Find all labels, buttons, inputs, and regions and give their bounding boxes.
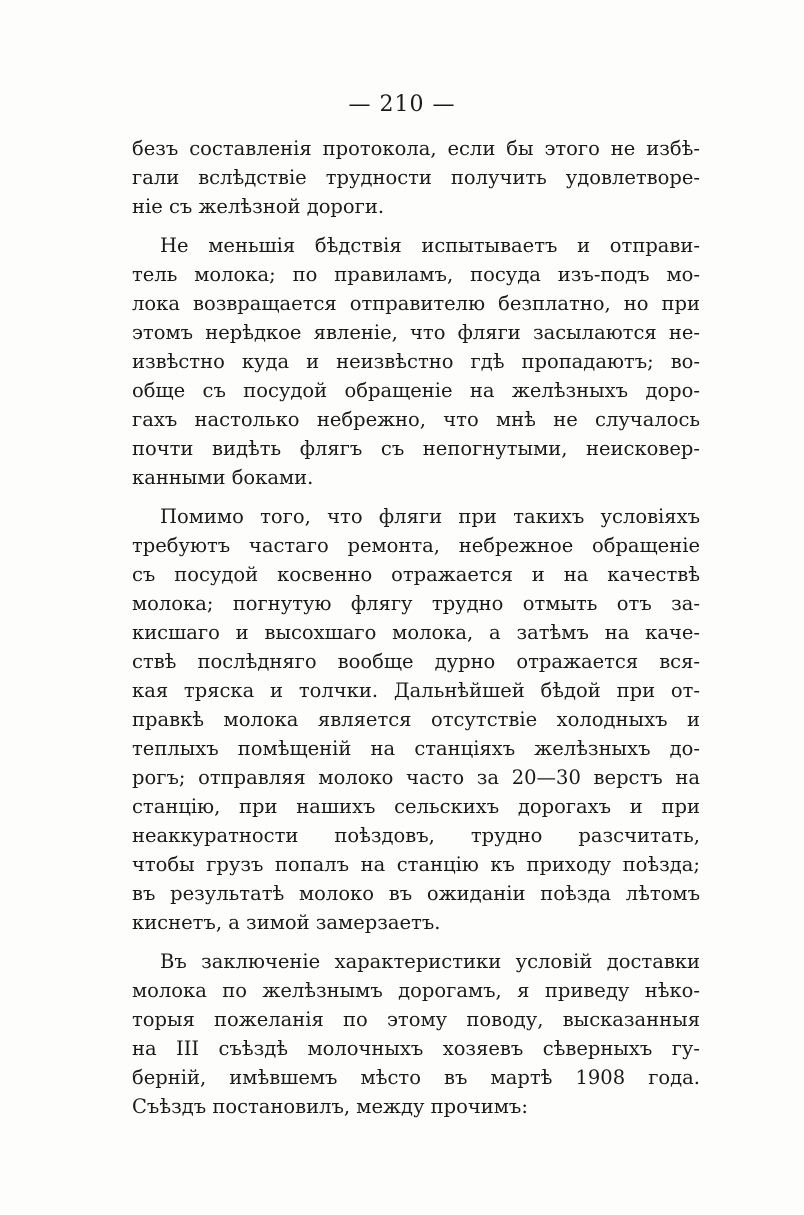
text-line: торыя пожеланія по этому поводу, высказанныя [132, 1008, 700, 1031]
paragraph-1 [132, 134, 700, 221]
text-line: Помимо того, что фляги при такихъ условіяхъ [160, 505, 700, 528]
text-line: рогъ; отправляя молоко часто за 20—30 верстъ на [132, 766, 700, 789]
text-line: гахъ настолько небрежно, что мнѣ не случалось [132, 408, 700, 431]
text-line: молока; погнутую флягу трудно отмыть отъ за- [132, 592, 700, 615]
text-line: съ посудой косвенно отражается и на качествѣ [132, 563, 700, 586]
text-line: кая тряска и толчки. Дальнѣйшей бѣдой при от- [132, 679, 700, 702]
text-line: киснетъ, а зимой замерзаетъ. [132, 911, 441, 934]
body-text [132, 134, 700, 1131]
text-line: берній, имѣвшемъ мѣсто въ мартѣ 1908 года. [132, 1066, 700, 1089]
text-line: лока возвращается отправителю безплатно, но при [132, 292, 700, 315]
text-line: канными боками. [132, 466, 314, 489]
paragraph-2 [132, 231, 700, 492]
text-line: Не меньшія бѣдствія испытываетъ и отправи- [160, 234, 700, 257]
text-line: Въ заключеніе характеристики условій доставки [160, 950, 700, 973]
text-line: ніе съ желѣзной дороги. [132, 195, 385, 218]
text-line: требуютъ частаго ремонта, небрежное обращеніе [132, 534, 700, 557]
text-line: неаккуратности поѣздовъ, трудно разсчитать, [132, 824, 700, 847]
text-line: обще съ посудой обращеніе на желѣзныхъ доро- [132, 379, 700, 402]
text-line: чтобы грузъ попалъ на станцію къ приходу поѣзда; [132, 853, 700, 876]
text-line: правкѣ молока является отсутствіе холодныхъ и [132, 708, 700, 731]
text-line: безъ составленія протокола, если бы этого не избѣ- [132, 137, 700, 160]
text-line: этомъ нерѣдкое явленіе, что фляги засылаются не- [132, 321, 700, 344]
text-line: тель молока; по правиламъ, посуда изъ-подъ мо- [132, 263, 700, 286]
text-line: на III съѣздѣ молочныхъ хозяевъ сѣверныхъ гу- [132, 1037, 700, 1060]
text-line: извѣстно куда и неизвѣстно гдѣ пропадаютъ; во- [132, 350, 700, 373]
text-line: Съѣздъ постановилъ, между прочимъ: [132, 1095, 528, 1118]
text-line: молока по желѣзнымъ дорогамъ, я приведу нѣко- [132, 979, 700, 1002]
text-line: теплыхъ помѣщеній на станціяхъ желѣзныхъ до- [132, 737, 700, 760]
paragraph-4 [132, 947, 700, 1121]
text-line: кисшаго и высохшаго молока, а затѣмъ на каче- [132, 621, 700, 644]
text-line: въ результатѣ молоко въ ожиданіи поѣзда лѣтомъ [132, 882, 700, 905]
paragraph-3 [132, 502, 700, 937]
text-line: гали вслѣдствіе трудности получить удовлетворе- [132, 166, 700, 189]
page-number: — 210 — [348, 92, 456, 117]
text-line: почти видѣть флягъ съ непогнутыми, неисковер- [132, 437, 700, 460]
text-line: ствѣ послѣдняго вообще дурно отражается вся- [132, 650, 700, 673]
text-line: станцію, при нашихъ сельскихъ дорогахъ и при [132, 795, 700, 818]
